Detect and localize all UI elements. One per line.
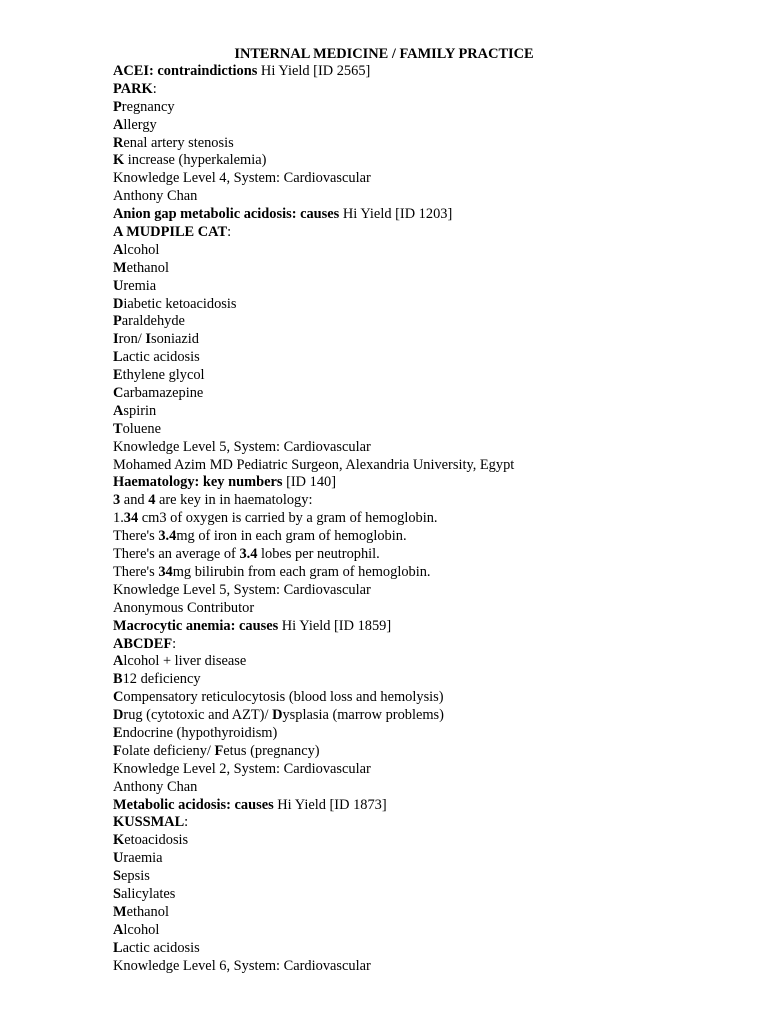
bold-text: S bbox=[113, 868, 122, 885]
text-line bbox=[113, 600, 753, 618]
text-run: lcohol + liver disease bbox=[123, 653, 247, 670]
text-line bbox=[113, 850, 753, 868]
text-run: mg of iron in each gram of hemoglobin. bbox=[176, 528, 407, 545]
text-line bbox=[113, 367, 753, 385]
text-line bbox=[113, 421, 753, 439]
text-run: : bbox=[152, 80, 157, 97]
text-line bbox=[113, 725, 753, 743]
text-line bbox=[113, 278, 753, 296]
text-line bbox=[113, 170, 753, 188]
text-run: spirin bbox=[123, 402, 157, 419]
text-line bbox=[113, 135, 753, 153]
text-line bbox=[113, 671, 753, 689]
text-run: and bbox=[120, 492, 149, 509]
bold-text: E bbox=[113, 367, 123, 384]
text-run: : bbox=[172, 635, 177, 652]
text-line bbox=[113, 761, 753, 779]
text-run: There's bbox=[113, 563, 159, 580]
text-line bbox=[113, 707, 753, 725]
bold-text: Anion gap metabolic acidosis: causes bbox=[113, 206, 340, 223]
text-run: Knowledge Level 5, System: Cardiovascular bbox=[113, 438, 371, 455]
bold-text: P bbox=[113, 98, 122, 115]
text-line bbox=[113, 779, 753, 797]
text-line bbox=[113, 242, 753, 260]
text-line bbox=[113, 618, 753, 636]
text-run: ethanol bbox=[126, 259, 169, 276]
document-body bbox=[113, 63, 753, 975]
text-run: increase (hyperkalemia) bbox=[124, 152, 267, 169]
text-line bbox=[113, 904, 753, 922]
text-line bbox=[113, 492, 753, 510]
text-run: lcohol bbox=[123, 921, 160, 938]
text-run: regnancy bbox=[121, 98, 175, 115]
text-line bbox=[113, 81, 753, 99]
text-line bbox=[113, 188, 753, 206]
bold-text: D bbox=[113, 295, 124, 312]
text-run: llergy bbox=[123, 116, 157, 133]
bold-text: F bbox=[214, 742, 224, 759]
text-line bbox=[113, 886, 753, 904]
text-line bbox=[113, 117, 753, 135]
bold-text: T bbox=[113, 420, 123, 437]
text-line bbox=[113, 474, 753, 492]
text-line bbox=[113, 260, 753, 278]
text-line bbox=[113, 636, 753, 654]
text-run: Hi Yield [ID 1873] bbox=[273, 796, 387, 813]
bold-text: U bbox=[113, 850, 124, 867]
text-line bbox=[113, 832, 753, 850]
bold-text: L bbox=[113, 939, 123, 956]
bold-text: D bbox=[113, 707, 124, 724]
text-line bbox=[113, 296, 753, 314]
text-run: etoacidosis bbox=[124, 832, 189, 849]
text-run: alicylates bbox=[121, 885, 176, 902]
bold-text: K bbox=[113, 152, 125, 169]
bold-text: Macrocytic anemia: causes bbox=[113, 617, 279, 634]
bold-text: D bbox=[272, 707, 283, 724]
text-run: are key in in haematology: bbox=[155, 492, 313, 509]
bold-text: B bbox=[113, 671, 123, 688]
text-run: ompensatory reticulocytosis (blood loss and hemolysis) bbox=[123, 689, 444, 706]
text-line bbox=[113, 224, 753, 242]
bold-text: R bbox=[113, 134, 124, 151]
text-run: There's bbox=[113, 528, 159, 545]
text-run: : bbox=[227, 224, 232, 241]
bold-text: C bbox=[113, 385, 124, 402]
bold-text: U bbox=[113, 277, 124, 294]
text-run: [ID 140] bbox=[282, 474, 337, 491]
text-line bbox=[113, 922, 753, 940]
text-run: Hi Yield [ID 1859] bbox=[278, 617, 392, 634]
bold-text: 4 bbox=[148, 492, 156, 509]
bold-text: K bbox=[113, 832, 125, 849]
text-run: 1. bbox=[113, 510, 124, 527]
text-run: arbamazepine bbox=[123, 385, 204, 402]
bold-text: 34 bbox=[158, 563, 173, 580]
text-run: epsis bbox=[121, 868, 150, 885]
text-line bbox=[113, 868, 753, 886]
text-line bbox=[113, 689, 753, 707]
text-run: : bbox=[184, 814, 189, 831]
text-line bbox=[113, 958, 753, 976]
bold-text: 3.4 bbox=[158, 528, 177, 545]
text-line bbox=[113, 653, 753, 671]
text-run: actic acidosis bbox=[122, 939, 200, 956]
text-run: enal artery stenosis bbox=[123, 134, 234, 151]
text-run: Anthony Chan bbox=[113, 778, 198, 795]
bold-text: M bbox=[113, 259, 127, 276]
text-run: Hi Yield [ID 2565] bbox=[257, 63, 371, 79]
bold-text: F bbox=[113, 742, 122, 759]
bold-text: A bbox=[113, 116, 124, 133]
text-line bbox=[113, 331, 753, 349]
text-run: iabetic ketoacidosis bbox=[123, 295, 237, 312]
text-run: lcohol bbox=[123, 241, 160, 258]
text-run: ysplasia (marrow problems) bbox=[282, 707, 444, 724]
bold-text: ACEI: contraindictions bbox=[113, 63, 258, 79]
text-run: ndocrine (hypothyroidism) bbox=[122, 724, 278, 741]
text-line bbox=[113, 797, 753, 815]
text-run: ethanol bbox=[126, 903, 169, 920]
bold-text: 3.4 bbox=[239, 546, 258, 563]
text-run: remia bbox=[123, 277, 157, 294]
text-line bbox=[113, 385, 753, 403]
text-run: Hi Yield [ID 1203] bbox=[339, 206, 453, 223]
text-line bbox=[113, 940, 753, 958]
text-run: There's an average of bbox=[113, 546, 240, 563]
bold-text: M bbox=[113, 903, 127, 920]
text-line bbox=[113, 743, 753, 761]
text-line bbox=[113, 313, 753, 331]
text-line bbox=[113, 814, 753, 832]
text-run: Knowledge Level 5, System: Cardiovascular bbox=[113, 581, 371, 598]
bold-text: ABCDEF bbox=[113, 635, 173, 652]
text-run: actic acidosis bbox=[122, 349, 200, 366]
text-line bbox=[113, 528, 753, 546]
bold-text: A bbox=[113, 241, 124, 258]
text-line bbox=[113, 439, 753, 457]
text-run: oluene bbox=[122, 420, 161, 437]
bold-text: Metabolic acidosis: causes bbox=[113, 796, 274, 813]
bold-text: I bbox=[113, 331, 119, 348]
text-line bbox=[113, 152, 753, 170]
text-line bbox=[113, 546, 753, 564]
bold-text: 34 bbox=[123, 510, 139, 527]
text-line bbox=[113, 349, 753, 367]
text-line bbox=[113, 206, 753, 224]
bold-text: Haematology: key numbers bbox=[113, 474, 283, 491]
text-line bbox=[113, 403, 753, 421]
page-title: INTERNAL MEDICINE / FAMILY PRACTICE bbox=[234, 46, 534, 62]
text-line bbox=[113, 457, 753, 475]
bold-text: KUSSMAL bbox=[113, 814, 185, 831]
bold-text: A bbox=[113, 653, 124, 670]
text-line bbox=[113, 582, 753, 600]
text-line bbox=[113, 510, 753, 528]
text-line bbox=[113, 564, 753, 582]
text-run: Anthony Chan bbox=[113, 188, 198, 205]
text-line bbox=[113, 99, 753, 117]
bold-text: L bbox=[113, 349, 123, 366]
bold-text: A MUDPILE CAT bbox=[113, 224, 228, 241]
text-run: Knowledge Level 4, System: Cardiovascular bbox=[113, 170, 371, 187]
text-run: thylene glycol bbox=[122, 367, 205, 384]
bold-text: P bbox=[113, 313, 122, 330]
text-run: etus (pregnancy) bbox=[223, 742, 320, 759]
bold-text: A bbox=[113, 921, 124, 938]
text-run: 12 deficiency bbox=[122, 671, 201, 688]
text-run: Mohamed Azim MD Pediatric Surgeon, Alexandria University, Egypt bbox=[113, 456, 515, 473]
text-run: Anonymous Contributor bbox=[113, 599, 255, 616]
bold-text: E bbox=[113, 724, 123, 741]
text-run: rug (cytotoxic and AZT)/ bbox=[123, 707, 273, 724]
bold-text: 3 bbox=[113, 492, 121, 509]
text-run: soniazid bbox=[151, 331, 199, 348]
text-run: ron/ bbox=[118, 331, 146, 348]
text-run: mg bilirubin from each gram of hemoglobin. bbox=[172, 563, 431, 580]
bold-text: I bbox=[145, 331, 151, 348]
text-run: lobes per neutrophil. bbox=[257, 546, 380, 563]
text-run: raemia bbox=[123, 850, 163, 867]
text-run: Knowledge Level 2, System: Cardiovascular bbox=[113, 760, 371, 777]
text-run: Knowledge Level 6, System: Cardiovascular bbox=[113, 957, 371, 974]
text-run: araldehyde bbox=[121, 313, 185, 330]
text-line bbox=[113, 63, 753, 81]
text-run: cm3 of oxygen is carried by a gram of hemoglobin. bbox=[138, 510, 438, 527]
bold-text: S bbox=[113, 885, 122, 902]
bold-text: A bbox=[113, 402, 124, 419]
text-run: olate deficieny/ bbox=[121, 742, 215, 759]
bold-text: C bbox=[113, 689, 124, 706]
bold-text: PARK bbox=[113, 80, 153, 97]
